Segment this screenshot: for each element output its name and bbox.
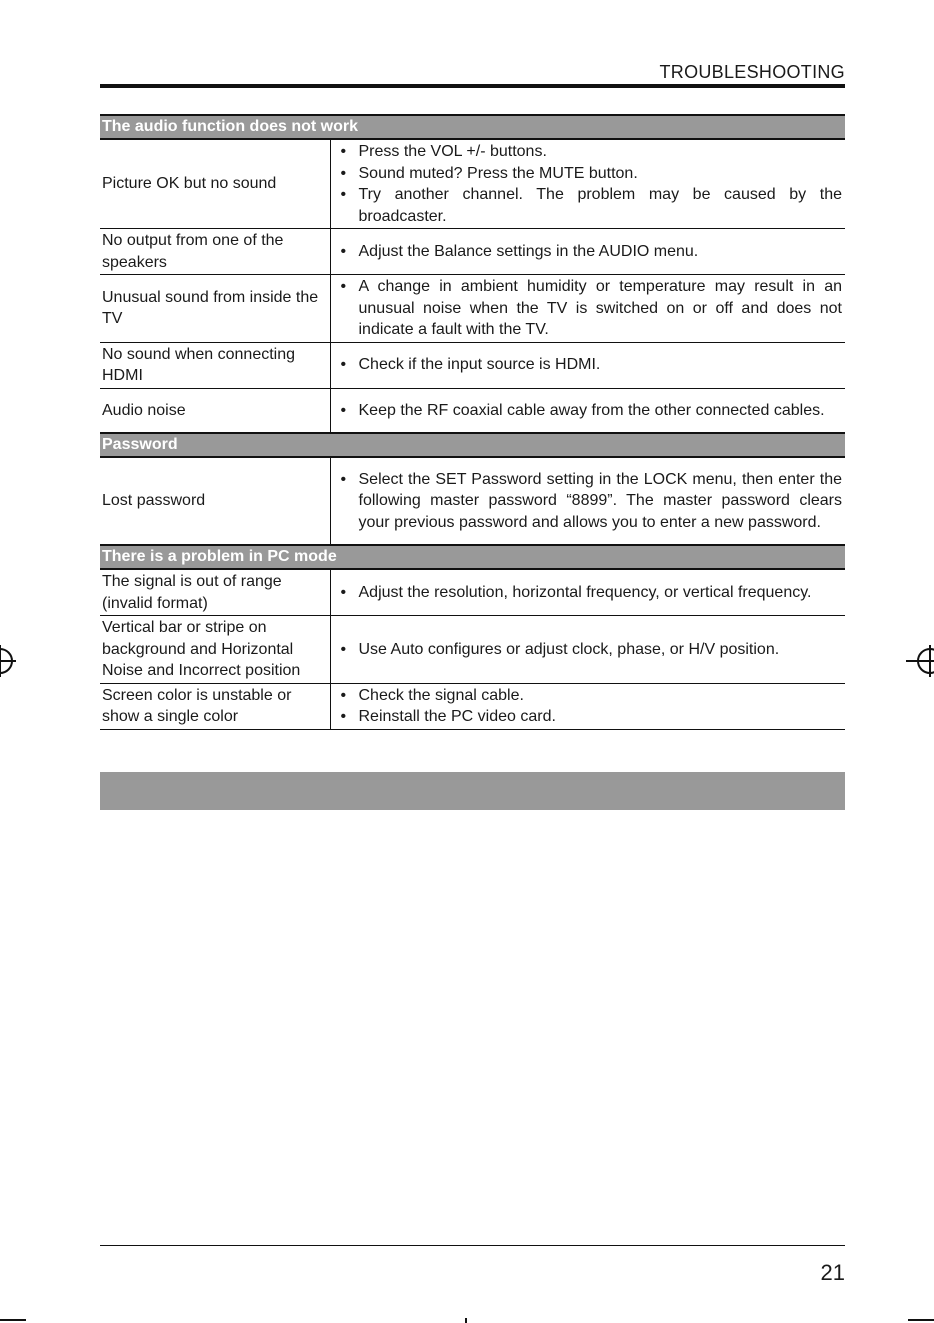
problem-cell: Audio noise [100, 388, 330, 433]
bullet-icon: • [340, 708, 347, 725]
solution-item: • Use Auto configures or adjust clock, phase, or H/V position. [339, 639, 843, 661]
problem-cell: The signal is out of range (invalid format) [100, 569, 330, 616]
bullet-icon: • [340, 143, 347, 160]
table-row [100, 683, 845, 729]
section-header [100, 545, 845, 569]
solution-cell [330, 342, 845, 388]
bullet-icon: • [340, 470, 347, 488]
table-row [100, 388, 845, 433]
section-title: There is a problem in PC mode [100, 545, 845, 569]
bullet-icon: • [340, 583, 347, 601]
section-title: The audio function does not work [100, 115, 845, 139]
bullet-icon: • [340, 356, 347, 374]
table-row [100, 275, 845, 343]
solution-item: • Adjust the Balance settings in the AUDIO menu. [339, 241, 843, 263]
table-row [100, 139, 845, 229]
crop-mark-icon [465, 1318, 467, 1323]
registration-mark-right-icon [906, 645, 934, 677]
bullet-icon: • [340, 686, 347, 704]
table-row [100, 569, 845, 616]
solution-item: • Try another channel. The problem may be caused by the broadcaster. [340, 186, 842, 225]
solution-item: • Sound muted? Press the MUTE button. [339, 163, 843, 185]
problem-cell: No sound when connecting HDMI [100, 342, 330, 388]
solution-item: • Select the SET Password setting in the LOCK menu, then enter the following master password “8899”. The master password clears your previous password and allows you to enter a new password. [340, 470, 842, 531]
solution-item: • Reinstall the PC video card. [339, 706, 843, 728]
section-header [100, 433, 845, 457]
problem-cell: Screen color is unstable or show a single color [100, 683, 330, 729]
troubleshooting-table [100, 114, 845, 730]
table-row [100, 342, 845, 388]
solution-item: • Press the VOL +/- buttons. [339, 141, 843, 163]
problem-cell: Vertical bar or stripe on background and Horizontal Noise and Incorrect position [100, 616, 330, 684]
solution-cell [330, 683, 845, 729]
solution-item: • Check if the input source is HDMI. [339, 354, 843, 376]
solution-cell [330, 569, 845, 616]
solution-item: • Check the signal cable. [339, 685, 843, 707]
solution-cell [330, 229, 845, 275]
problem-cell: Lost password [100, 457, 330, 545]
footer-rule [100, 1245, 845, 1246]
header-rule [100, 84, 845, 88]
crop-mark-icon [908, 1319, 934, 1321]
solution-cell [330, 616, 845, 684]
table-row [100, 229, 845, 275]
bullet-icon: • [340, 278, 347, 295]
table-row [100, 457, 845, 545]
problem-cell: Picture OK but no sound [100, 139, 330, 229]
bullet-icon: • [340, 640, 347, 658]
blank-section-bar [100, 772, 845, 810]
bullet-icon: • [340, 186, 347, 203]
solution-cell [330, 388, 845, 433]
bullet-icon: • [340, 401, 347, 419]
registration-mark-left-icon [0, 645, 16, 677]
section-title: Password [100, 433, 845, 457]
problem-cell: No output from one of the speakers [100, 229, 330, 275]
table-row [100, 616, 845, 684]
page-number: 21 [820, 1260, 845, 1285]
solution-item: • A change in ambient humidity or temperature may result in an unusual noise when the TV is switched on or off and does not indicate a fault with the TV. [340, 278, 842, 338]
section-header [100, 115, 845, 139]
page-header-title: TROUBLESHOOTING [659, 62, 845, 82]
solution-cell [330, 275, 845, 343]
crop-mark-icon [0, 1319, 26, 1321]
bullet-icon: • [340, 242, 347, 260]
solution-item: • Keep the RF coaxial cable away from the other connected cables. [339, 400, 843, 422]
solution-item: • Adjust the resolution, horizontal frequency, or vertical frequency. [339, 582, 843, 604]
solution-cell [330, 457, 845, 545]
bullet-icon: • [340, 164, 347, 182]
solution-cell [330, 139, 845, 229]
problem-cell: Unusual sound from inside the TV [100, 275, 330, 343]
